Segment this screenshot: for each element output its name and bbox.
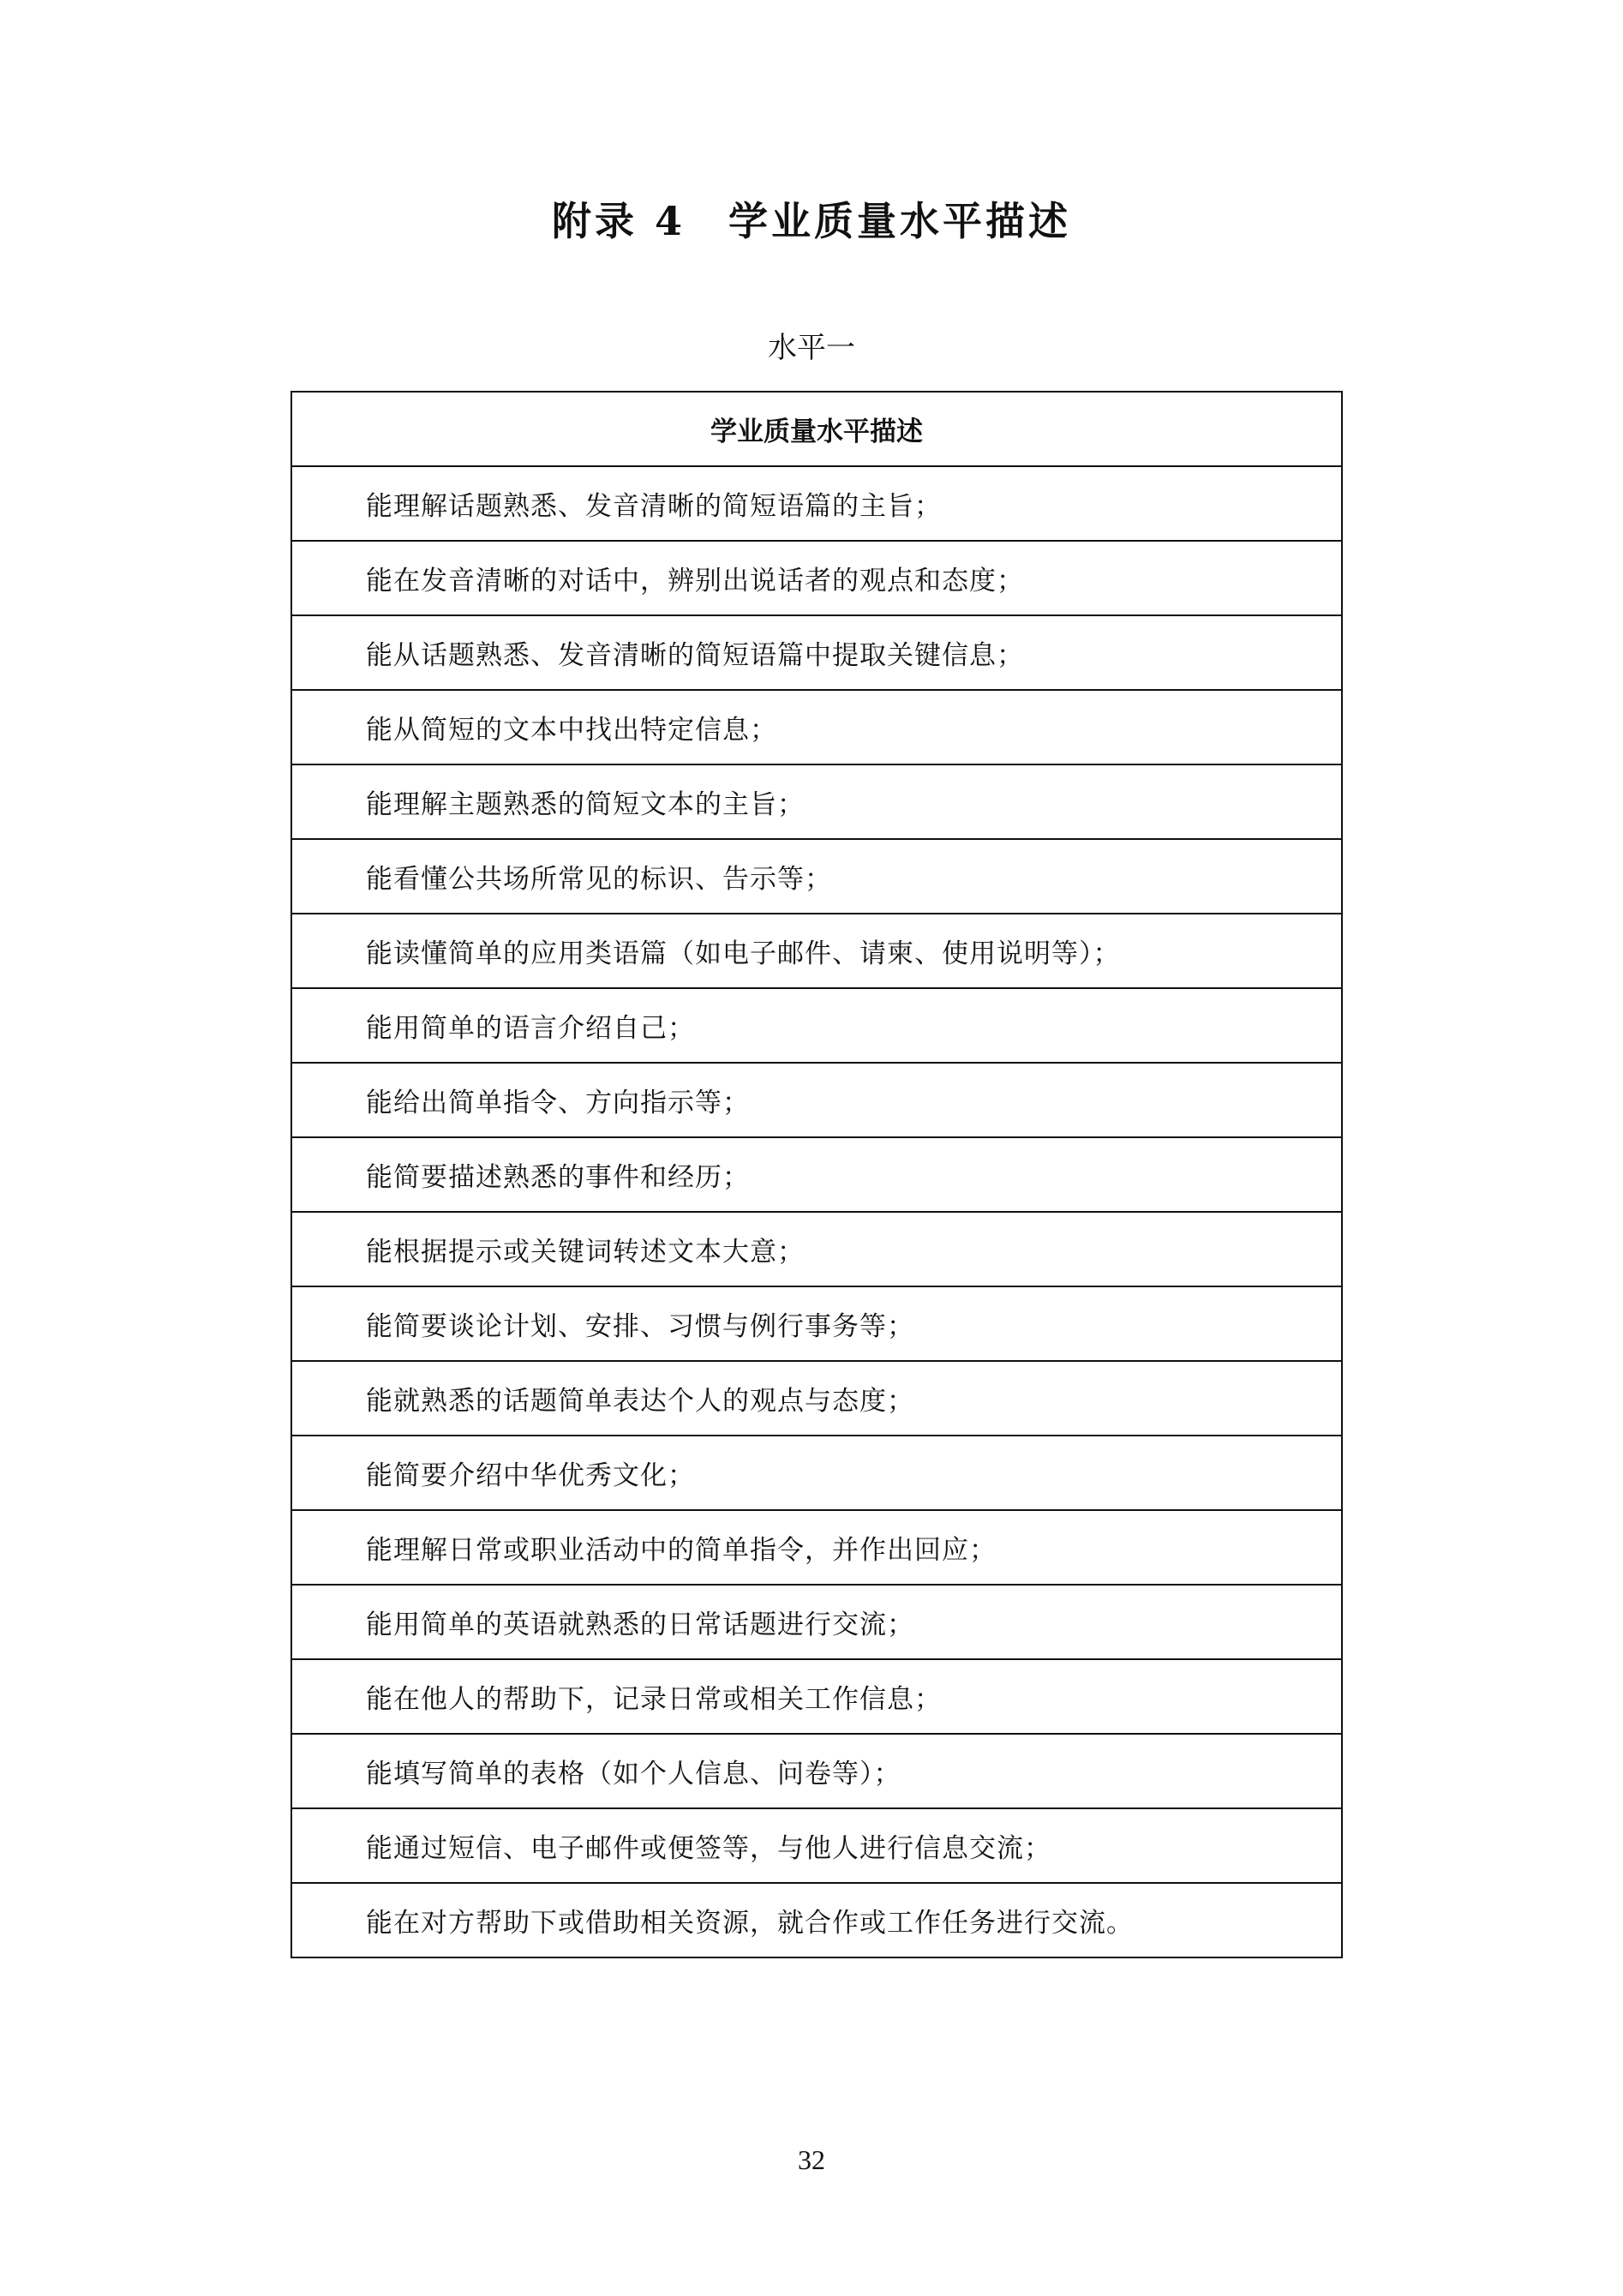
table-row bbox=[291, 914, 1342, 988]
quality-level-table bbox=[290, 391, 1343, 1958]
table-cell: 能给出简单指令、方向指示等； bbox=[291, 1063, 1342, 1137]
table-cell: 能在他人的帮助下，记录日常或相关工作信息； bbox=[291, 1659, 1342, 1734]
table-cell: 能理解日常或职业活动中的简单指令，并作出回应； bbox=[291, 1510, 1342, 1585]
table-row bbox=[291, 1883, 1342, 1957]
table-cell: 能就熟悉的话题简单表达个人的观点与态度； bbox=[291, 1361, 1342, 1436]
table-row bbox=[291, 1808, 1342, 1883]
table-cell: 能简要介绍中华优秀文化； bbox=[291, 1436, 1342, 1510]
table-cell: 能在对方帮助下或借助相关资源，就合作或工作任务进行交流。 bbox=[291, 1883, 1342, 1957]
table-row bbox=[291, 1063, 1342, 1137]
table-row bbox=[291, 1585, 1342, 1659]
table-cell: 能用简单的语言介绍自己； bbox=[291, 988, 1342, 1063]
page-number: 32 bbox=[798, 2144, 825, 2175]
table-row bbox=[291, 1510, 1342, 1585]
table-row bbox=[291, 1436, 1342, 1510]
table-cell: 能简要谈论计划、安排、习惯与例行事务等； bbox=[291, 1286, 1342, 1361]
table-cell: 能从简短的文本中找出特定信息； bbox=[291, 690, 1342, 764]
table-cell: 能读懂简单的应用类语篇（如电子邮件、请柬、使用说明等）； bbox=[291, 914, 1342, 988]
table-cell: 能理解话题熟悉、发音清晰的简短语篇的主旨； bbox=[291, 466, 1342, 541]
table-row bbox=[291, 839, 1342, 914]
table-cell: 能填写简单的表格（如个人信息、问卷等）； bbox=[291, 1734, 1342, 1808]
table-cell: 能根据提示或关键词转述文本大意； bbox=[291, 1212, 1342, 1286]
table-cell: 能在发音清晰的对话中，辨别出说话者的观点和态度； bbox=[291, 541, 1342, 615]
table-row bbox=[291, 690, 1342, 764]
table-row bbox=[291, 541, 1342, 615]
table-row bbox=[291, 466, 1342, 541]
table-row bbox=[291, 1659, 1342, 1734]
table-row bbox=[291, 1137, 1342, 1212]
table-header-cell: 学业质量水平描述 bbox=[291, 392, 1342, 466]
table-cell: 能简要描述熟悉的事件和经历； bbox=[291, 1137, 1342, 1212]
table-row bbox=[291, 1286, 1342, 1361]
table-row bbox=[291, 1734, 1342, 1808]
table-row bbox=[291, 1361, 1342, 1436]
table-cell: 能通过短信、电子邮件或便签等，与他人进行信息交流； bbox=[291, 1808, 1342, 1883]
table-cell: 能用简单的英语就熟悉的日常话题进行交流； bbox=[291, 1585, 1342, 1659]
table-header-row bbox=[291, 392, 1342, 466]
table-cell: 能看懂公共场所常见的标识、告示等； bbox=[291, 839, 1342, 914]
level-heading: 水平一 bbox=[768, 331, 855, 365]
table-row bbox=[291, 615, 1342, 690]
table-cell: 能理解主题熟悉的简短文本的主旨； bbox=[291, 764, 1342, 839]
table-row bbox=[291, 764, 1342, 839]
table-row bbox=[291, 988, 1342, 1063]
table-cell: 能从话题熟悉、发音清晰的简短语篇中提取关键信息； bbox=[291, 615, 1342, 690]
page-title: 附录 4 学业质量水平描述 bbox=[551, 198, 1072, 244]
table-row bbox=[291, 1212, 1342, 1286]
